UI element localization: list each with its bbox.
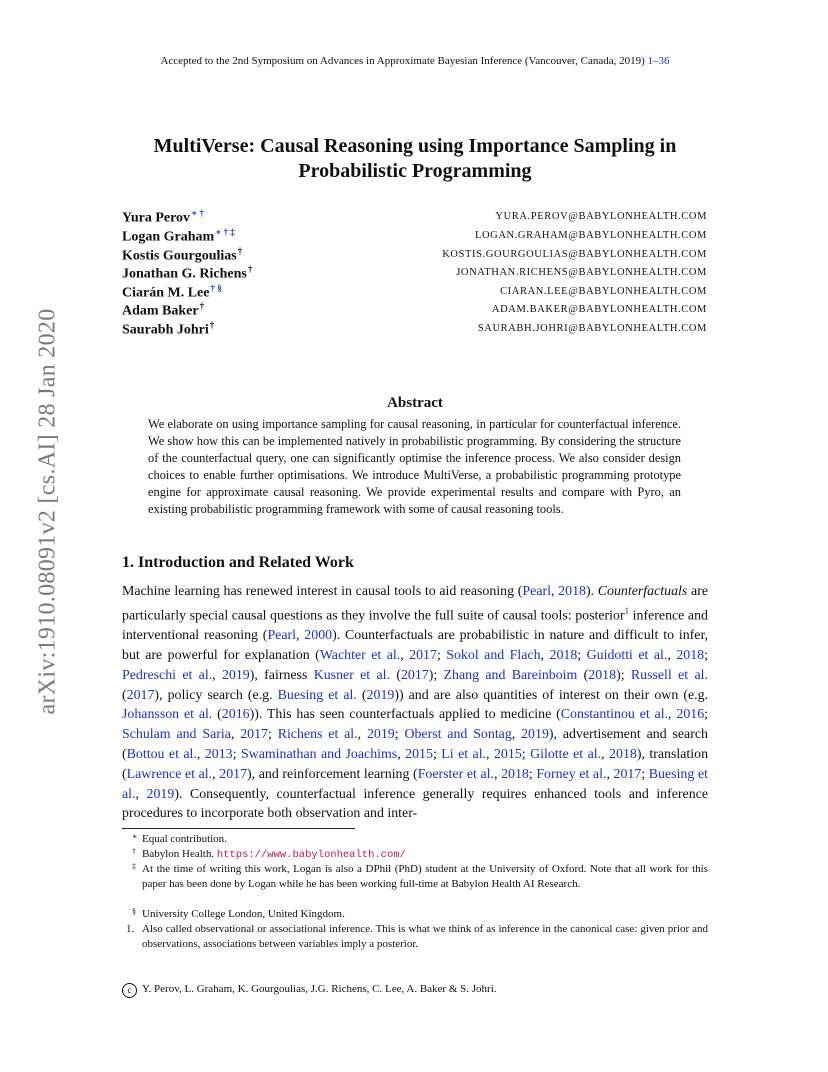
paragraph-text: ); <box>428 667 444 683</box>
emphasized-text: Counterfactuals <box>597 584 688 599</box>
footnote-divider <box>122 828 355 829</box>
abstract-body: We elaborate on using importance sampling for causal reasoning, in particular for counterfactual inference. We show how this can be implemented natively in probabilistic programming. By considering the structure of the counterfactual query, one can significantly optimise the inference process. We also consider design choices to enable further optimisations. We introduce MultiVerse, a probabilistic programming prototype engine for approximate causal reasoning. We provide experimental results and compare with Pyro, an existing probabilistic programming framework with some of causal reasoning tools. <box>148 417 681 516</box>
paragraph-text: ; <box>528 766 537 782</box>
paragraph-text: , <box>196 747 205 762</box>
author-affiliation-marks[interactable]: ∗ † ‡ <box>215 227 235 237</box>
author-affiliation-marks: † <box>247 264 253 274</box>
footnote-text: Babylon Health. <box>142 848 217 860</box>
paragraph-text: , <box>667 648 677 664</box>
author-name: Ciarán M. Lee† § <box>122 283 222 301</box>
citation-link[interactable]: Schulam and Saria <box>122 727 231 743</box>
citation-link[interactable]: 2017 <box>240 727 268 743</box>
paragraph-text: , <box>511 727 522 743</box>
paragraph-text: ); <box>616 667 631 683</box>
paragraph-text: ( <box>390 667 401 683</box>
paragraph-text: ), fairness <box>249 667 314 683</box>
venue-text: Accepted to the 2nd Symposium on Advances in Approximate Bayesian Inference (Vancouver, Canada, 2019) <box>160 55 648 67</box>
footnote <box>122 862 708 892</box>
paragraph-text: ( <box>212 707 222 723</box>
citation-link[interactable]: Richens et al. <box>277 727 358 743</box>
footnote-mark: ∗ <box>132 832 138 841</box>
author-name: Adam Baker† <box>122 301 205 319</box>
paragraph-text: ; <box>267 727 278 743</box>
author-email: JONATHAN.RICHENS@BABYLONHEALTH.COM <box>456 267 707 278</box>
author-name: Saurabh Johri† <box>122 320 215 338</box>
citation-link[interactable]: Pearl <box>522 584 551 599</box>
paragraph-text: , <box>486 747 494 762</box>
citation-link[interactable]: 2019 <box>221 667 250 683</box>
citation-link[interactable]: Guidotti et al. <box>586 648 668 664</box>
title-line-1: MultiVerse: Causal Reasoning using Importance Sampling in <box>153 135 677 157</box>
author-email: LOGAN.GRAHAM@BABYLONHEALTH.COM <box>474 230 707 241</box>
citation-link[interactable]: Sokol and Flach <box>446 648 541 664</box>
author-affiliation-marks[interactable]: ∗ † <box>191 208 205 218</box>
author-email: KOSTIS.GOURGOULIAS@BABYLONHEALTH.COM <box>442 249 707 260</box>
paragraph-text: , <box>212 766 220 782</box>
paragraph-text: ; <box>432 747 442 762</box>
citation-link[interactable]: 2015 <box>493 747 522 762</box>
citation-link[interactable]: 2018 <box>609 747 637 762</box>
title-line-2: Probabilistic Programming <box>298 160 532 182</box>
footnote-mark: ‡ <box>132 862 136 871</box>
paragraph-text: ; <box>641 766 649 782</box>
author-affiliation-marks[interactable]: † § <box>210 283 222 293</box>
paragraph-text: Machine learning has renewed interest in causal tools to aid reasoning ( <box>122 584 523 599</box>
paragraph-text: ( <box>122 687 127 703</box>
author-email: CIARAN.LEE@BABYLONHEALTH.COM <box>500 286 707 297</box>
citation-link[interactable]: 2000 <box>304 628 333 644</box>
author-email: ADAM.BAKER@BABYLONHEALTH.COM <box>491 304 707 315</box>
citation-link[interactable]: 2015 <box>405 747 433 762</box>
footnote-mark: § <box>132 907 136 916</box>
venue-header <box>122 55 708 67</box>
paragraph-text: ; <box>436 648 447 664</box>
paragraph-text: ), translation ( <box>122 747 709 782</box>
citation-link[interactable]: Lawrence et al. <box>126 766 213 782</box>
citation-link[interactable]: 2018 <box>676 648 705 664</box>
citation-link[interactable]: Pedreschi et al. <box>122 667 213 683</box>
author-affiliation-marks: † <box>237 246 243 256</box>
citation-link[interactable]: 2019 <box>521 727 549 743</box>
author-affiliation-marks: † <box>199 301 205 311</box>
citation-link[interactable]: 2018 <box>549 648 578 664</box>
citation-link[interactable]: Zhang and Bareinboim <box>443 667 578 683</box>
citation-link[interactable]: 2019 <box>366 687 395 703</box>
citation-link[interactable]: Wachter et al. <box>319 648 401 664</box>
footnote <box>122 847 708 863</box>
introduction-paragraph <box>122 582 708 824</box>
citation-link[interactable]: Li et al. <box>441 747 487 762</box>
citation-link[interactable]: 2017 <box>409 648 437 664</box>
author-name: Yura Perov∗ † <box>122 208 205 226</box>
footnote-text: Equal contribution. <box>142 833 227 845</box>
paragraph-text: ). Counterfactuals are probabilistic in nature and difficult to infer, but are powerful for explanation ( <box>122 628 708 664</box>
citation-link[interactable]: Bottou et al. <box>126 747 197 762</box>
paragraph-text: , <box>540 648 550 664</box>
citation-link[interactable]: 2018 <box>501 766 529 782</box>
paragraph-text: )). This has seen counterfactuals applied to medicine ( <box>249 707 561 723</box>
citation-link[interactable]: Gilotte et al. <box>530 747 602 762</box>
author-email: YURA.PEROV@BABYLONHEALTH.COM <box>495 211 707 222</box>
author-name: Jonathan G. Richens† <box>122 264 253 282</box>
author-name: Logan Graham∗ † ‡ <box>122 227 235 245</box>
citation-link[interactable]: 2018 <box>558 584 586 599</box>
section-heading: 1. Introduction and Related Work <box>122 554 354 571</box>
citation-link[interactable]: 2016 <box>676 707 705 723</box>
paragraph-text: , <box>295 628 305 644</box>
paragraph-text: ( <box>577 667 589 683</box>
paragraph-text: , <box>668 707 677 723</box>
paragraph-text: ; <box>704 648 708 664</box>
citation-link[interactable]: 2016 <box>221 707 250 723</box>
footnote <box>122 832 708 847</box>
paragraph-text: , <box>230 727 241 743</box>
footnote-mark: † <box>132 847 136 856</box>
author-affiliation-marks: † <box>209 320 215 330</box>
citation-link[interactable]: 2018 <box>588 667 617 683</box>
paragraph-text: ), and reinforcement learning ( <box>247 766 418 782</box>
paragraph-text: ; <box>521 747 531 762</box>
paragraph-text: , <box>397 747 406 762</box>
paragraph-text: , <box>400 648 410 664</box>
paragraph-text: ; <box>232 747 241 762</box>
footnote-text: At the time of writing this work, Logan is also a DPhil (PhD) student at the University of Oxford. Note that all work for this paper has been done by Logan while he has been working full-time at Babylon Health AI Research. <box>142 863 708 890</box>
citation-link[interactable]: Johansson et al. <box>122 707 213 723</box>
citation-link[interactable]: Oberst and Sontag <box>404 727 512 743</box>
footnote <box>122 922 708 952</box>
paragraph-text: , <box>493 766 502 782</box>
citation-link[interactable]: Pearl <box>267 628 296 644</box>
citation-link[interactable]: Kusner et al. <box>313 667 390 683</box>
author-email: SAURABH.JOHRI@BABYLONHEALTH.COM <box>477 323 707 334</box>
paragraph-text: ( <box>356 687 367 703</box>
footnote-text: Also called observational or associational inference. This is what we think of as inference in the canonical case: given prior and observations, associations between variables imply a posterior. <box>142 923 708 950</box>
citation-link[interactable]: 2019 <box>366 727 395 743</box>
citation-link[interactable]: 2017 <box>613 766 642 782</box>
footnote-text: University College London, United Kingdom. <box>142 908 345 920</box>
paper-title <box>110 134 720 184</box>
paragraph-text: , <box>135 786 147 802</box>
paragraph-text: , <box>601 747 610 762</box>
paragraph-text: ). <box>585 584 598 599</box>
citation-link[interactable]: Russell et al. <box>630 667 708 683</box>
paragraph-text: ). Consequently, counterfactual inference generally requires enhanced tools and inference procedures to incorporate both observation and inter- <box>122 786 708 822</box>
paragraph-text: ), advertisement and search ( <box>122 727 708 762</box>
citation-link[interactable]: Forney et al. <box>536 766 607 782</box>
paragraph-text: )) and are also quantities of interest on their own (e.g. <box>394 687 709 703</box>
citation-link[interactable]: 2019 <box>146 786 175 802</box>
paragraph-text: ; <box>394 727 405 743</box>
arxiv-identifier-stamp: arXiv:1910.08091v2 [cs.AI] 28 Jan 2020 <box>34 308 61 715</box>
copyright-icon: c <box>122 983 137 998</box>
paragraph-text: , <box>606 766 614 782</box>
citation-link[interactable]: 2017 <box>219 766 248 782</box>
footnote-ref-link[interactable]: 1 <box>624 605 630 616</box>
citation-link[interactable]: 2017 <box>400 667 429 683</box>
citation-link[interactable]: Foerster et al. <box>417 766 494 782</box>
citation-link[interactable]: Buesing et al. <box>122 766 708 802</box>
paragraph-text: , <box>550 584 559 599</box>
paragraph-text: ), policy search (e.g. <box>154 687 278 703</box>
paragraph-text: ; <box>704 707 709 723</box>
citation-link[interactable]: Swaminathan and Joachims <box>240 747 398 762</box>
citation-link[interactable]: Buesing et al. <box>277 687 357 703</box>
footnote-url-link[interactable]: https://www.babylonhealth.com/ <box>216 849 406 861</box>
copyright-text: Y. Perov, L. Graham, K. Gourgoulias, J.G. Richens, C. Lee, A. Baker & S. Johri. <box>142 983 497 995</box>
paragraph-text: , <box>357 727 367 743</box>
author-name: Kostis Gourgoulias† <box>122 246 243 264</box>
copyright-line <box>122 983 708 998</box>
paragraph-text: , <box>212 667 222 683</box>
footnote <box>122 907 708 922</box>
citation-link[interactable]: 2017 <box>126 687 155 703</box>
abstract-heading: Abstract <box>387 395 443 411</box>
citation-link[interactable]: 2013 <box>204 747 233 762</box>
page-range-link[interactable]: 1–36 <box>647 55 670 67</box>
citation-link[interactable]: Constantinou et al. <box>560 707 669 723</box>
paragraph-text: inference and interventional reasoning ( <box>122 608 708 644</box>
footnote-mark: 1. <box>126 923 135 935</box>
paragraph-text: are particularly special causal questions as they involve the full suite of causal tools: posterior <box>122 584 708 624</box>
paragraph-text: ; <box>577 648 587 664</box>
